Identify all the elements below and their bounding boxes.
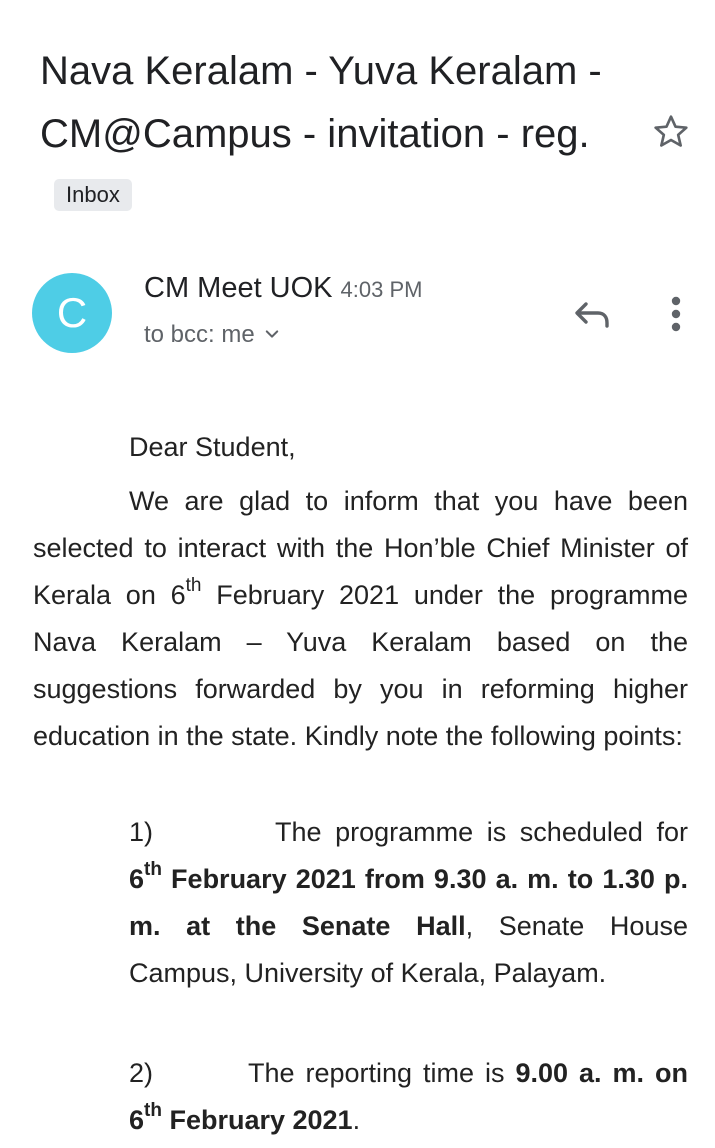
- item-2-number: 2): [129, 1058, 154, 1088]
- reply-icon[interactable]: [570, 295, 614, 335]
- intro-sup: th: [185, 575, 202, 596]
- sender-avatar[interactable]: C: [32, 273, 112, 353]
- recipients-toggle[interactable]: [144, 321, 281, 349]
- more-options-icon[interactable]: [663, 295, 689, 335]
- email-time: 4:03 PM: [340, 277, 423, 302]
- email-subject-block: [40, 40, 650, 229]
- email-subject: [40, 40, 650, 229]
- item-2-text-b: .: [352, 1105, 361, 1135]
- item-1-number: 1): [129, 817, 154, 847]
- item-1-bold-a: 6: [129, 864, 145, 894]
- item-1-sup: th: [144, 859, 162, 880]
- inbox-label-badge[interactable]: Inbox: [54, 179, 132, 211]
- chevron-down-icon: [263, 325, 281, 343]
- list-item-1: [129, 809, 688, 997]
- intro-paragraph: [33, 478, 688, 760]
- list-item-2: [129, 1050, 688, 1144]
- intro-text-1: We are glad to inform that you have been selected to interact with the Hon’ble Chief Minister of Kerala on 6: [33, 486, 688, 610]
- item-1-bold-b: February 2021 from 9.30 a. m. to 1.30 p. m. at the Senate Hall: [129, 864, 688, 941]
- recipients-text: to bcc: me: [144, 321, 255, 348]
- item-1-text-b: , Senate House Campus, University of Kerala, Palayam.: [129, 911, 688, 988]
- item-2-sup: th: [144, 1100, 162, 1121]
- item-2-bold-a: 9.00 a. m. on 6: [129, 1058, 688, 1135]
- item-2-bold-b: February 2021: [161, 1105, 353, 1135]
- sender-row: [144, 272, 422, 305]
- item-1-text-a: The programme is scheduled for: [275, 817, 688, 847]
- greeting: Dear Student,: [129, 432, 296, 462]
- sender-name[interactable]: CM Meet UOK: [144, 272, 333, 304]
- subject-text: Nava Keralam - Yuva Keralam - CM@Campus - invitation - reg.: [40, 49, 602, 156]
- item-2-text-a: The reporting time is: [248, 1058, 516, 1088]
- star-icon[interactable]: [651, 112, 691, 152]
- intro-text-2: February 2021 under the programme Nava Keralam – Yuva Keralam based on the suggestions forwarded by you in reforming higher education in the state. Kindly note the following points:: [33, 580, 688, 751]
